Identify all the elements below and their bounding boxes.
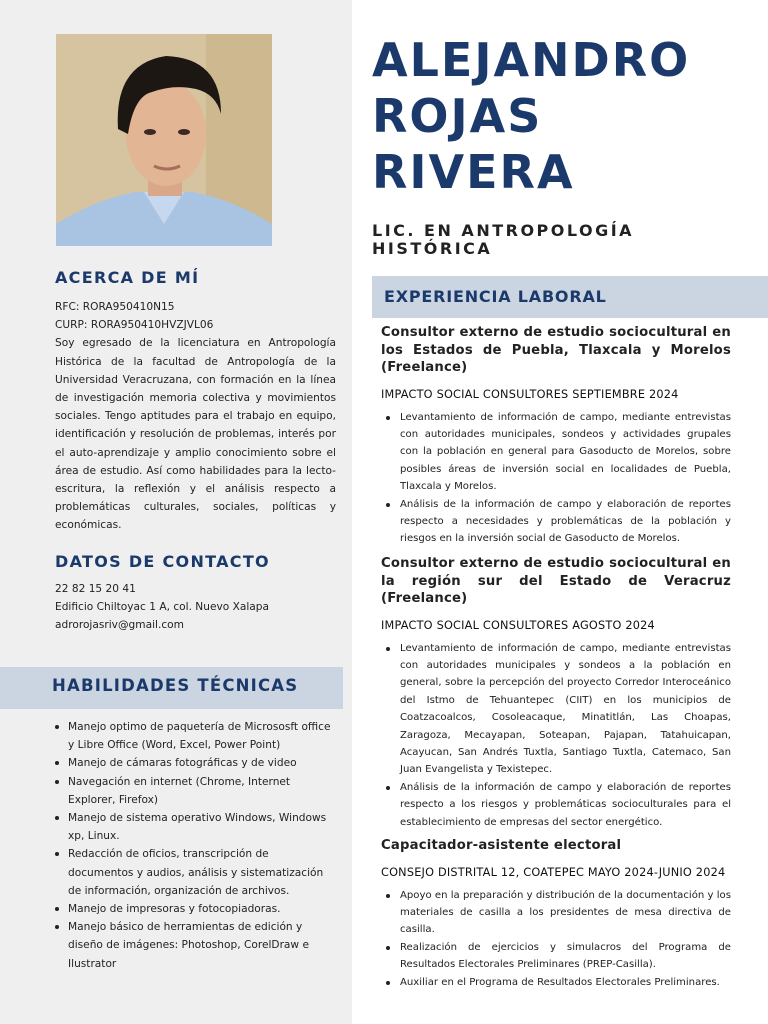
job-bullet: Realización de ejercicios y simulacros del Programa de Resultados Electorales Preliminares (PREP-Casilla). <box>381 939 731 974</box>
skill-item: Navegación en internet (Chrome, Internet Explorer, Firefox) <box>51 773 331 809</box>
skill-item: Manejo optimo de paquetería de Micrososft office y Libre Office (Word, Excel, Power Point) <box>51 718 331 754</box>
skills-band <box>0 667 343 709</box>
job-org: IMPACTO SOCIAL CONSULTORES AGOSTO 2024 <box>381 618 655 632</box>
job-title: Consultor externo de estudio sociocultural en la región sur del Estado de Veracruz (Freelance) <box>381 556 731 606</box>
experience-title: EXPERIENCIA LABORAL <box>384 287 607 306</box>
about-section <box>55 298 336 535</box>
degree-title <box>372 222 634 258</box>
contact-title: DATOS DE CONTACTO <box>55 552 270 571</box>
skills-title: HABILIDADES TÉCNICAS <box>52 676 299 695</box>
job-bullet: Levantamiento de información de campo, mediante entrevistas con autoridades municipales, sondeos y actividades grupales con la población en general para Gasoducto de Morelos, sobre posibles áreas de inversión social en localidades de Puebla, Tlaxcala y Morelos. <box>381 409 731 496</box>
job-bullets <box>381 887 731 991</box>
person-name <box>372 32 690 200</box>
profile-photo <box>56 34 272 246</box>
name-line: ALEJANDRO <box>372 33 691 87</box>
job-entry <box>381 555 731 831</box>
about-title: ACERCA DE MÍ <box>55 268 200 287</box>
contact-phone: 22 82 15 20 41 <box>55 583 136 595</box>
curp-text: CURP: RORA950410HVZJVL06 <box>55 319 214 332</box>
about-text: Soy egresado de la licenciatura en Antropología Histórica de la facultad de Antropología de la Universidad Veracruzana, con formación en la línea de investigación memoria colectiva y movimientos sociales. Tengo aptitudes para el trabajo en equipo, identificación y resolución de problemas, interés por el auto-aprendizaje y amplio conocimiento sobre el área de estudio. Así como habilidades para la lecto-escritura, la reflexión y el análisis respecto a problemáticas culturales, sociales, políticas y económicas. <box>55 337 336 532</box>
contact-address: Edificio Chiltoyac 1 A, col. Nuevo Xalapa <box>55 601 269 614</box>
degree-line: HISTÓRICA <box>372 239 493 258</box>
job-org: IMPACTO SOCIAL CONSULTORES SEPTIEMBRE 2024 <box>381 387 679 401</box>
job-bullet: Análisis de la información de campo y elaboración de reportes respecto a necesidades y problemáticas de la población y riesgos en la inversión social de Gasoducto de Morelos. <box>381 496 731 548</box>
job-entry <box>381 837 731 991</box>
skill-item: Manejo básico de herramientas de edición y diseño de imágenes: Photoshop, CorelDraw e Ilustrator <box>51 918 331 973</box>
job-title: Consultor externo de estudio sociocultural en los Estados de Puebla, Tlaxcala y Morelos (Freelance) <box>381 325 731 375</box>
skill-item: Manejo de impresoras y fotocopiadoras. <box>51 900 331 918</box>
skills-list <box>51 718 331 973</box>
experience-band <box>372 276 768 318</box>
job-bullet: Análisis de la información de campo y elaboración de reportes respecto a los riesgos y problemáticas socioculturales para el establecimiento de empresas del sector energético. <box>381 779 731 831</box>
job-bullet: Auxiliar en el Programa de Resultados Electorales Preliminares. <box>381 974 731 991</box>
skill-item: Redacción de oficios, transcripción de documentos y audios, análisis y sistematización de información, organización de archivos. <box>51 845 331 900</box>
job-bullets <box>381 640 731 831</box>
contact-section <box>55 580 336 635</box>
skill-item: Manejo de cámaras fotográficas y de video <box>51 754 331 772</box>
skill-item: Manejo de sistema operativo Windows, Windows xp, Linux. <box>51 809 331 845</box>
degree-line: LIC. EN ANTROPOLOGÍA <box>372 221 635 240</box>
name-line: ROJAS <box>372 89 543 143</box>
rfc-text: RFC: RORA950410N15 <box>55 301 175 313</box>
job-title: Capacitador-asistente electoral <box>381 838 622 853</box>
job-org: CONSEJO DISTRITAL 12, COATEPEC MAYO 2024-JUNIO 2024 <box>381 865 726 879</box>
contact-email[interactable]: adrorojasriv@gmail.com <box>55 619 184 632</box>
name-line: RIVERA <box>372 145 575 199</box>
job-bullet: Apoyo en la preparación y distribución de la documentación y los materiales de casilla a los presidentes de mesa directiva de casilla. <box>381 887 731 939</box>
job-entry <box>381 324 731 548</box>
job-bullet: Levantamiento de información de campo, mediante entrevistas con autoridades municipales y sondeos a la población en general, sobre la percepción del proyecto Corredor Interoceánico del Istmo de Tehuantepec (CIIT) en los municipios de Coatzacoalcos, Cosoleacaque, Minatitlán, Las Choapas, Zaragoza, Mecayapan, Soteapan, Pajapan, Tatahuicapan, Acayucan, San Andrés Tuxtla, Santiago Tuxtla, Catemaco, San Juan Evangelista y Texistepec. <box>381 640 731 779</box>
job-bullets <box>381 409 731 548</box>
